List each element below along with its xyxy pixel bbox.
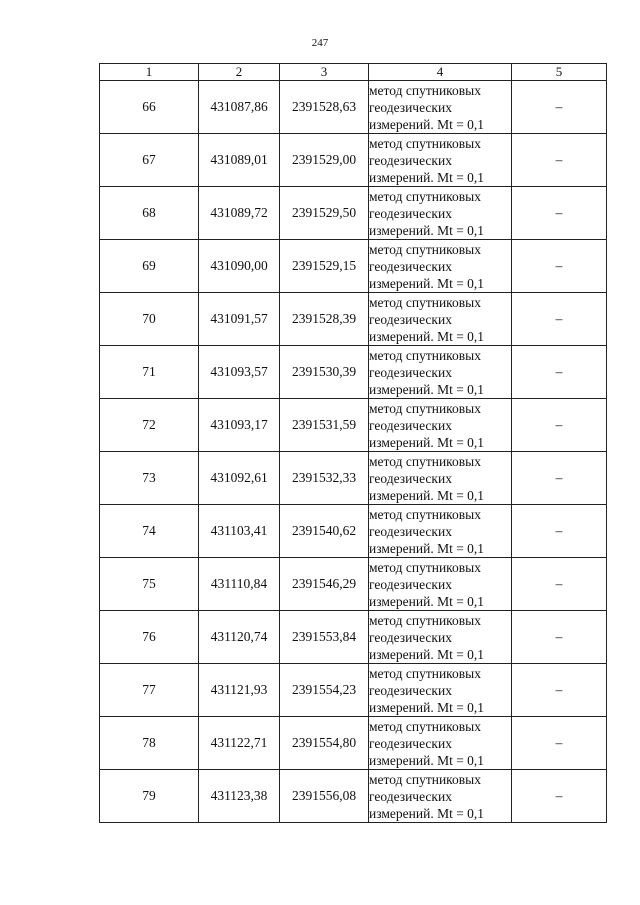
method-line-1: метод спутниковых xyxy=(369,294,481,310)
coordinate-y: 2391529,00 xyxy=(280,134,369,187)
coordinate-x: 431123,38 xyxy=(199,770,280,823)
column-5-value: – xyxy=(512,81,607,134)
point-number: 71 xyxy=(100,346,199,399)
method-line-2: геодезических xyxy=(369,629,452,645)
column-5-value: – xyxy=(512,187,607,240)
column-5-value: – xyxy=(512,664,607,717)
method-line-2: геодезических xyxy=(369,311,452,327)
method-cell xyxy=(369,770,512,823)
table-row xyxy=(100,293,607,346)
method-line-2: геодезических xyxy=(369,523,452,539)
method-line-3: измерений. Mt = 0,1 xyxy=(369,434,485,450)
column-5-value: – xyxy=(512,134,607,187)
header-col-5: 5 xyxy=(512,64,607,81)
method-line-3: измерений. Mt = 0,1 xyxy=(369,805,485,821)
method-cell xyxy=(369,81,512,134)
method-line-1: метод спутниковых xyxy=(369,82,481,98)
method-line-1: метод спутниковых xyxy=(369,347,481,363)
coordinate-x: 431090,00 xyxy=(199,240,280,293)
method-line-3: измерений. Mt = 0,1 xyxy=(369,222,485,238)
coordinate-y: 2391554,80 xyxy=(280,717,369,770)
point-number: 67 xyxy=(100,134,199,187)
column-5-value: – xyxy=(512,240,607,293)
table-row xyxy=(100,770,607,823)
method-line-3: измерений. Mt = 0,1 xyxy=(369,275,485,291)
method-line-1: метод спутниковых xyxy=(369,559,481,575)
method-line-3: измерений. Mt = 0,1 xyxy=(369,699,485,715)
method-cell xyxy=(369,664,512,717)
method-line-1: метод спутниковых xyxy=(369,506,481,522)
header-col-4: 4 xyxy=(369,64,512,81)
method-line-2: геодезических xyxy=(369,205,452,221)
coordinate-x: 431120,74 xyxy=(199,611,280,664)
page-number: 247 xyxy=(311,37,329,49)
coordinate-x: 431122,71 xyxy=(199,717,280,770)
method-cell xyxy=(369,293,512,346)
method-line-1: метод спутниковых xyxy=(369,400,481,416)
method-line-1: метод спутниковых xyxy=(369,665,481,681)
method-line-2: геодезических xyxy=(369,152,452,168)
coordinate-y: 2391529,50 xyxy=(280,187,369,240)
coordinate-y: 2391540,62 xyxy=(280,505,369,558)
column-5-value: – xyxy=(512,399,607,452)
method-line-2: геодезических xyxy=(369,417,452,433)
method-line-1: метод спутниковых xyxy=(369,771,481,787)
table-row xyxy=(100,81,607,134)
method-line-2: геодезических xyxy=(369,99,452,115)
table-row xyxy=(100,399,607,452)
method-line-2: геодезических xyxy=(369,788,452,804)
method-line-1: метод спутниковых xyxy=(369,453,481,469)
method-line-2: геодезических xyxy=(369,682,452,698)
coordinate-y: 2391528,39 xyxy=(280,293,369,346)
coordinate-x: 431093,57 xyxy=(199,346,280,399)
table-row xyxy=(100,346,607,399)
coordinate-y: 2391546,29 xyxy=(280,558,369,611)
column-5-value: – xyxy=(512,346,607,399)
table-row xyxy=(100,664,607,717)
header-col-3: 3 xyxy=(280,64,369,81)
coordinate-y: 2391532,33 xyxy=(280,452,369,505)
column-5-value: – xyxy=(512,558,607,611)
method-line-1: метод спутниковых xyxy=(369,241,481,257)
method-cell xyxy=(369,187,512,240)
coordinate-y: 2391531,59 xyxy=(280,399,369,452)
method-line-2: геодезических xyxy=(369,470,452,486)
method-line-2: геодезических xyxy=(369,258,452,274)
method-line-1: метод спутниковых xyxy=(369,612,481,628)
coordinate-y: 2391530,39 xyxy=(280,346,369,399)
coordinate-x: 431089,01 xyxy=(199,134,280,187)
table-row xyxy=(100,134,607,187)
coordinate-x: 431121,93 xyxy=(199,664,280,717)
point-number: 69 xyxy=(100,240,199,293)
coordinate-x: 431092,61 xyxy=(199,452,280,505)
column-5-value: – xyxy=(512,505,607,558)
method-cell xyxy=(369,611,512,664)
header-col-2: 2 xyxy=(199,64,280,81)
point-number: 72 xyxy=(100,399,199,452)
method-line-1: метод спутниковых xyxy=(369,718,481,734)
coordinate-x: 431103,41 xyxy=(199,505,280,558)
method-line-3: измерений. Mt = 0,1 xyxy=(369,169,485,185)
column-5-value: – xyxy=(512,717,607,770)
method-line-3: измерений. Mt = 0,1 xyxy=(369,540,485,556)
method-cell xyxy=(369,240,512,293)
point-number: 77 xyxy=(100,664,199,717)
method-line-2: геодезических xyxy=(369,364,452,380)
method-cell xyxy=(369,558,512,611)
point-number: 70 xyxy=(100,293,199,346)
method-cell xyxy=(369,134,512,187)
method-cell xyxy=(369,346,512,399)
table-row xyxy=(100,611,607,664)
point-number: 73 xyxy=(100,452,199,505)
column-5-value: – xyxy=(512,452,607,505)
coordinate-y: 2391529,15 xyxy=(280,240,369,293)
coordinate-y: 2391553,84 xyxy=(280,611,369,664)
column-5-value: – xyxy=(512,293,607,346)
method-line-3: измерений. Mt = 0,1 xyxy=(369,381,485,397)
method-line-3: измерений. Mt = 0,1 xyxy=(369,487,485,503)
method-line-3: измерений. Mt = 0,1 xyxy=(369,593,485,609)
table-row xyxy=(100,187,607,240)
coordinate-x: 431087,86 xyxy=(199,81,280,134)
method-line-3: измерений. Mt = 0,1 xyxy=(369,328,485,344)
coordinate-y: 2391554,23 xyxy=(280,664,369,717)
method-line-1: метод спутниковых xyxy=(369,135,481,151)
point-number: 66 xyxy=(100,81,199,134)
method-line-3: измерений. Mt = 0,1 xyxy=(369,116,485,132)
header-row xyxy=(100,64,607,81)
table-row xyxy=(100,452,607,505)
table-row xyxy=(100,505,607,558)
point-number: 74 xyxy=(100,505,199,558)
header-col-1: 1 xyxy=(100,64,199,81)
method-cell xyxy=(369,505,512,558)
point-number: 76 xyxy=(100,611,199,664)
method-cell xyxy=(369,399,512,452)
coordinate-y: 2391556,08 xyxy=(280,770,369,823)
point-number: 79 xyxy=(100,770,199,823)
point-number: 68 xyxy=(100,187,199,240)
method-line-2: геодезических xyxy=(369,576,452,592)
method-cell xyxy=(369,717,512,770)
point-number: 75 xyxy=(100,558,199,611)
table-row xyxy=(100,558,607,611)
coordinate-x: 431093,17 xyxy=(199,399,280,452)
coordinate-x: 431089,72 xyxy=(199,187,280,240)
column-5-value: – xyxy=(512,770,607,823)
point-number: 78 xyxy=(100,717,199,770)
method-line-1: метод спутниковых xyxy=(369,188,481,204)
table-row xyxy=(100,717,607,770)
coordinate-x: 431110,84 xyxy=(199,558,280,611)
method-line-2: геодезических xyxy=(369,735,452,751)
method-cell xyxy=(369,452,512,505)
coordinate-y: 2391528,63 xyxy=(280,81,369,134)
method-line-3: измерений. Mt = 0,1 xyxy=(369,646,485,662)
table-row xyxy=(100,240,607,293)
column-5-value: – xyxy=(512,611,607,664)
coordinate-x: 431091,57 xyxy=(199,293,280,346)
coordinates-table xyxy=(99,63,607,823)
method-line-3: измерений. Mt = 0,1 xyxy=(369,752,485,768)
